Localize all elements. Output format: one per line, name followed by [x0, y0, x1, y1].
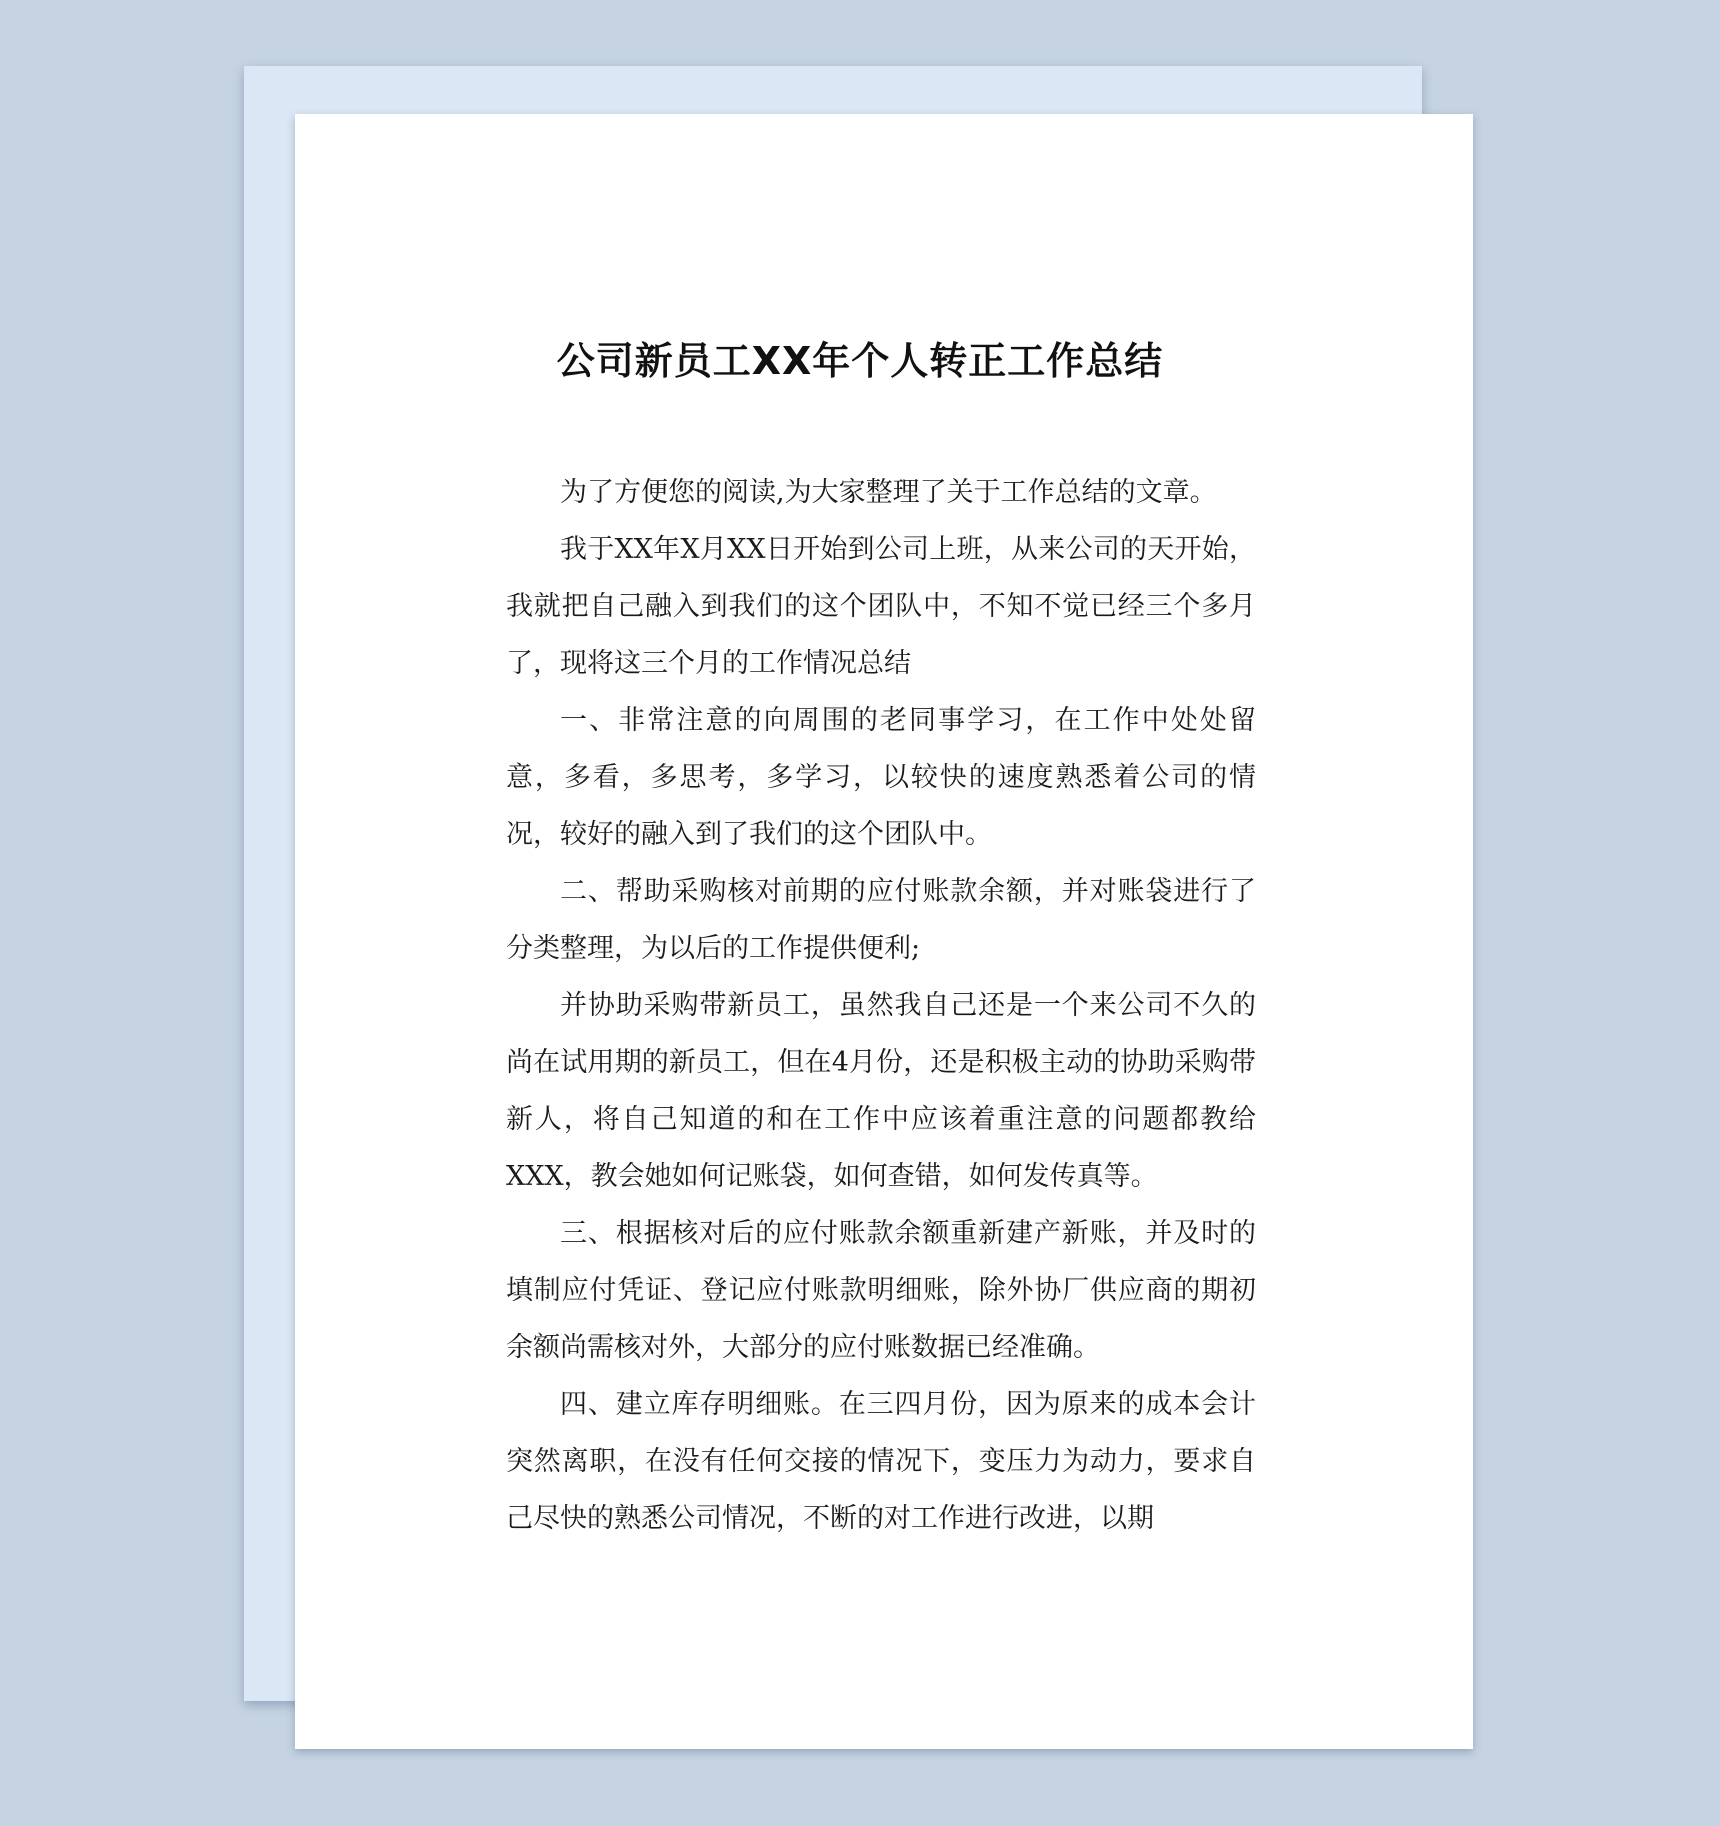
paragraph-item-3: 三、根据核对后的应付账款余额重新建产新账，并及时的填制应付凭证、登记应付账款明细账，除外协厂供应商的期初余额尚需核对外，大部分的应付账数据已经准确。 [506, 1218, 1256, 1363]
paragraph-item-2: 二、帮助采购核对前期的应付账款余额，并对账袋进行了分类整理，为以后的工作提供便利; [506, 876, 1256, 964]
paragraph-item-2-continued: 并协助采购带新员工，虽然我自己还是一个来公司不久的尚在试用期的新员工，但在4月份，还是积极主动的协助采购带新人，将自己知道的和在工作中应该着重注意的问题都教给XXX，教会她如何记账袋，如何查错，如何发传真等。 [506, 990, 1256, 1192]
document-title: 公司新员工XX年个人转正工作总结 [556, 339, 1164, 383]
paragraph-item-4: 四、建立库存明细账。在三四月份，因为原来的成本会计突然离职，在没有任何交接的情况下，变压力为动力，要求自己尽快的熟悉公司情况，不断的对工作进行改进，以期 [506, 1389, 1256, 1534]
document-body [506, 464, 1256, 1547]
paragraph-item-1: 一、非常注意的向周围的老同事学习，在工作中处处留意，多看，多思考，多学习，以较快的速度熟悉着公司的情况，较好的融入到了我们的这个团队中。 [506, 705, 1256, 850]
paragraph-start: 我于XX年X月XX日开始到公司上班，从来公司的天开始，我就把自己融入到我们的这个团队中，不知不觉已经三个多月了，现将这三个月的工作情况总结 [506, 534, 1256, 679]
paragraph-intro: 为了方便您的阅读,为大家整理了关于工作总结的文章。 [560, 477, 1217, 508]
